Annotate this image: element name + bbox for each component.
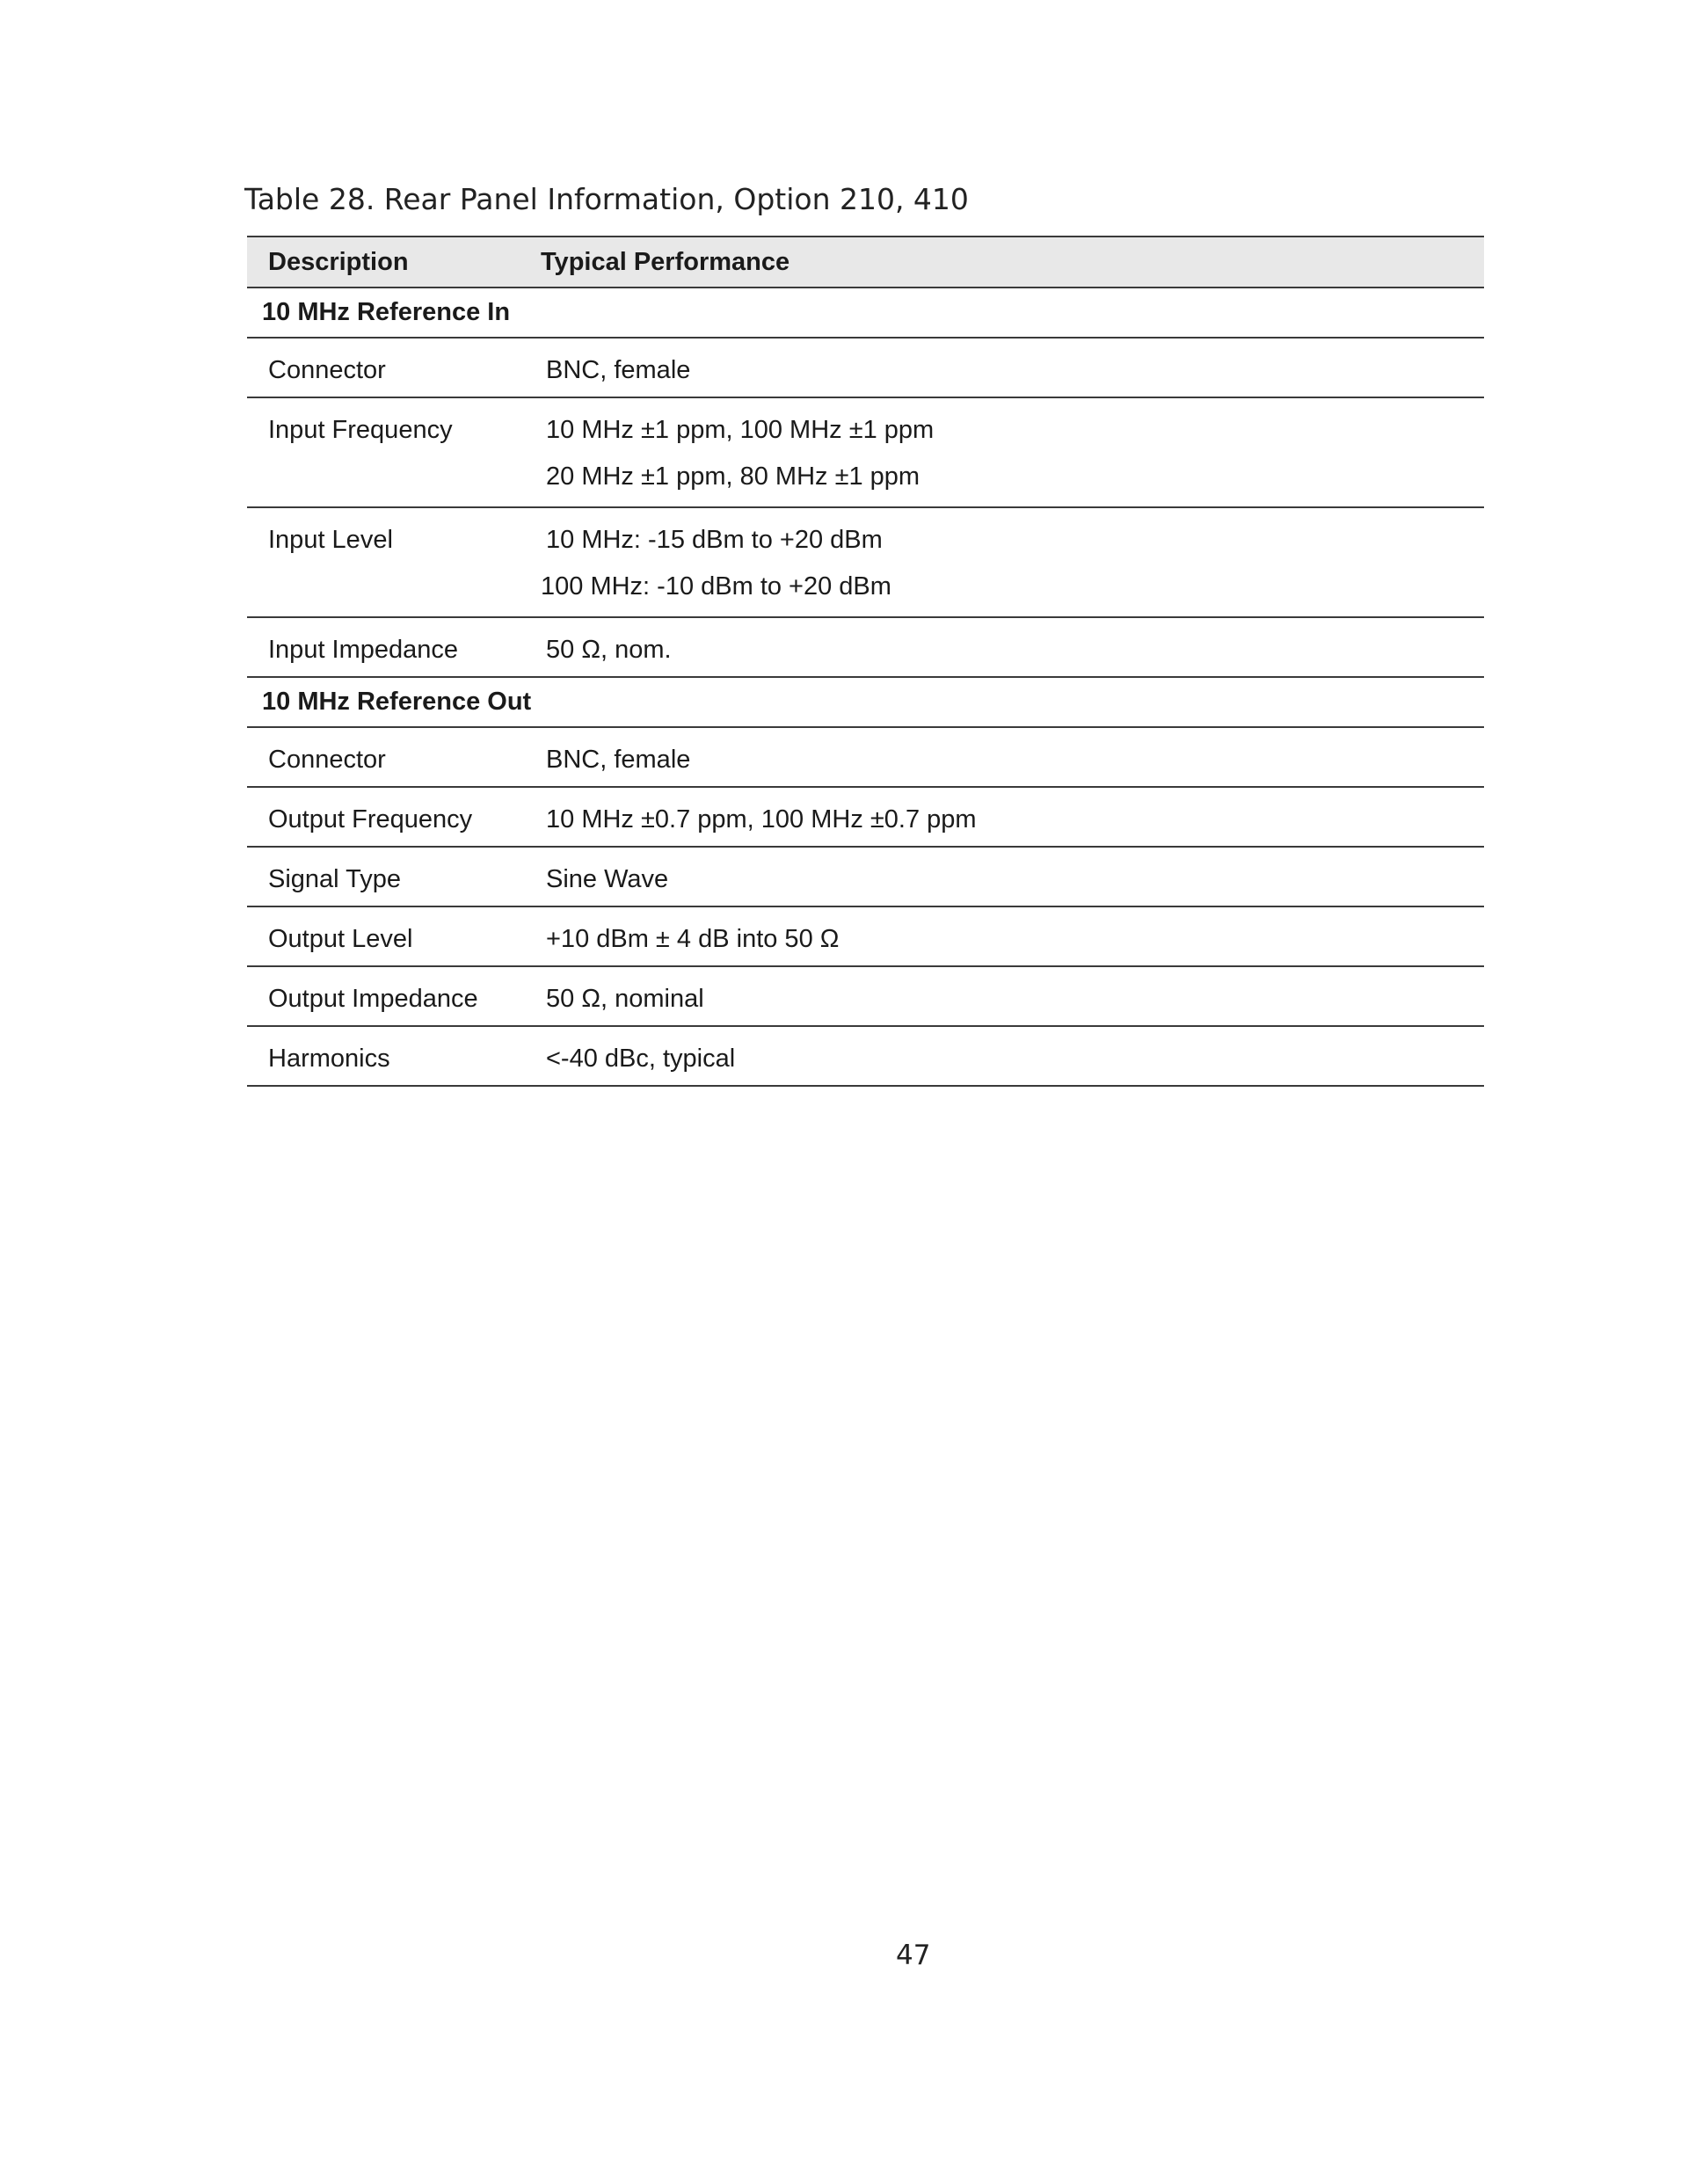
rear-panel-table [247, 236, 1484, 1087]
row-value [541, 416, 1484, 491]
value-line: <-40 dBc, typical [546, 1045, 736, 1073]
row-description: Input Frequency [268, 416, 453, 444]
table-caption: Table 28. Rear Panel Information, Option 210, 410 [244, 182, 969, 216]
table-row [247, 508, 1484, 618]
value-line: Sine Wave [546, 865, 669, 893]
row-value [541, 356, 1484, 385]
table-row [247, 1027, 1484, 1087]
row-value [541, 865, 1484, 894]
value-line: 50 Ω, nom. [546, 636, 672, 664]
row-description: Signal Type [268, 865, 402, 893]
header-typical-performance: Typical Performance [541, 247, 790, 276]
value-line: 100 MHz: -10 dBm to +20 dBm [541, 572, 891, 601]
row-description: Output Level [268, 925, 413, 953]
row-value [541, 805, 1484, 834]
row-description: Harmonics [268, 1045, 390, 1073]
row-description: Input Level [268, 526, 393, 554]
section-title: 10 MHz Reference Out [262, 688, 532, 716]
table-header-row [247, 236, 1484, 288]
value-line: 50 Ω, nominal [546, 985, 704, 1013]
table-row [247, 907, 1484, 967]
row-description: Input Impedance [268, 636, 459, 664]
value-line: +10 dBm ± 4 dB into 50 Ω [546, 925, 840, 953]
table-row [247, 848, 1484, 907]
header-description: Description [268, 247, 409, 276]
page-number: 47 [896, 1940, 931, 1971]
table-row [247, 618, 1484, 678]
row-description: Connector [268, 356, 386, 384]
value-line: BNC, female [546, 746, 691, 774]
row-value [541, 636, 1484, 665]
row-description: Output Impedance [268, 985, 478, 1013]
row-description: Connector [268, 746, 386, 774]
row-value [541, 526, 1484, 601]
row-value [541, 925, 1484, 954]
table-row [247, 339, 1484, 398]
table-row [247, 967, 1484, 1027]
value-line: 10 MHz: -15 dBm to +20 dBm [546, 526, 883, 554]
table-row [247, 728, 1484, 788]
section-title: 10 MHz Reference In [262, 298, 511, 326]
section-reference-in [247, 288, 1484, 339]
row-value [541, 985, 1484, 1014]
value-line: 10 MHz ±0.7 ppm, 100 MHz ±0.7 ppm [546, 805, 977, 834]
row-value [541, 746, 1484, 775]
value-line: 10 MHz ±1 ppm, 100 MHz ±1 ppm [546, 416, 935, 444]
table-row [247, 788, 1484, 848]
row-value [541, 1045, 1484, 1074]
row-description: Output Frequency [268, 805, 473, 834]
table-row [247, 398, 1484, 508]
section-reference-out [247, 678, 1484, 728]
value-line: 20 MHz ±1 ppm, 80 MHz ±1 ppm [546, 462, 920, 491]
value-line: BNC, female [546, 356, 691, 384]
